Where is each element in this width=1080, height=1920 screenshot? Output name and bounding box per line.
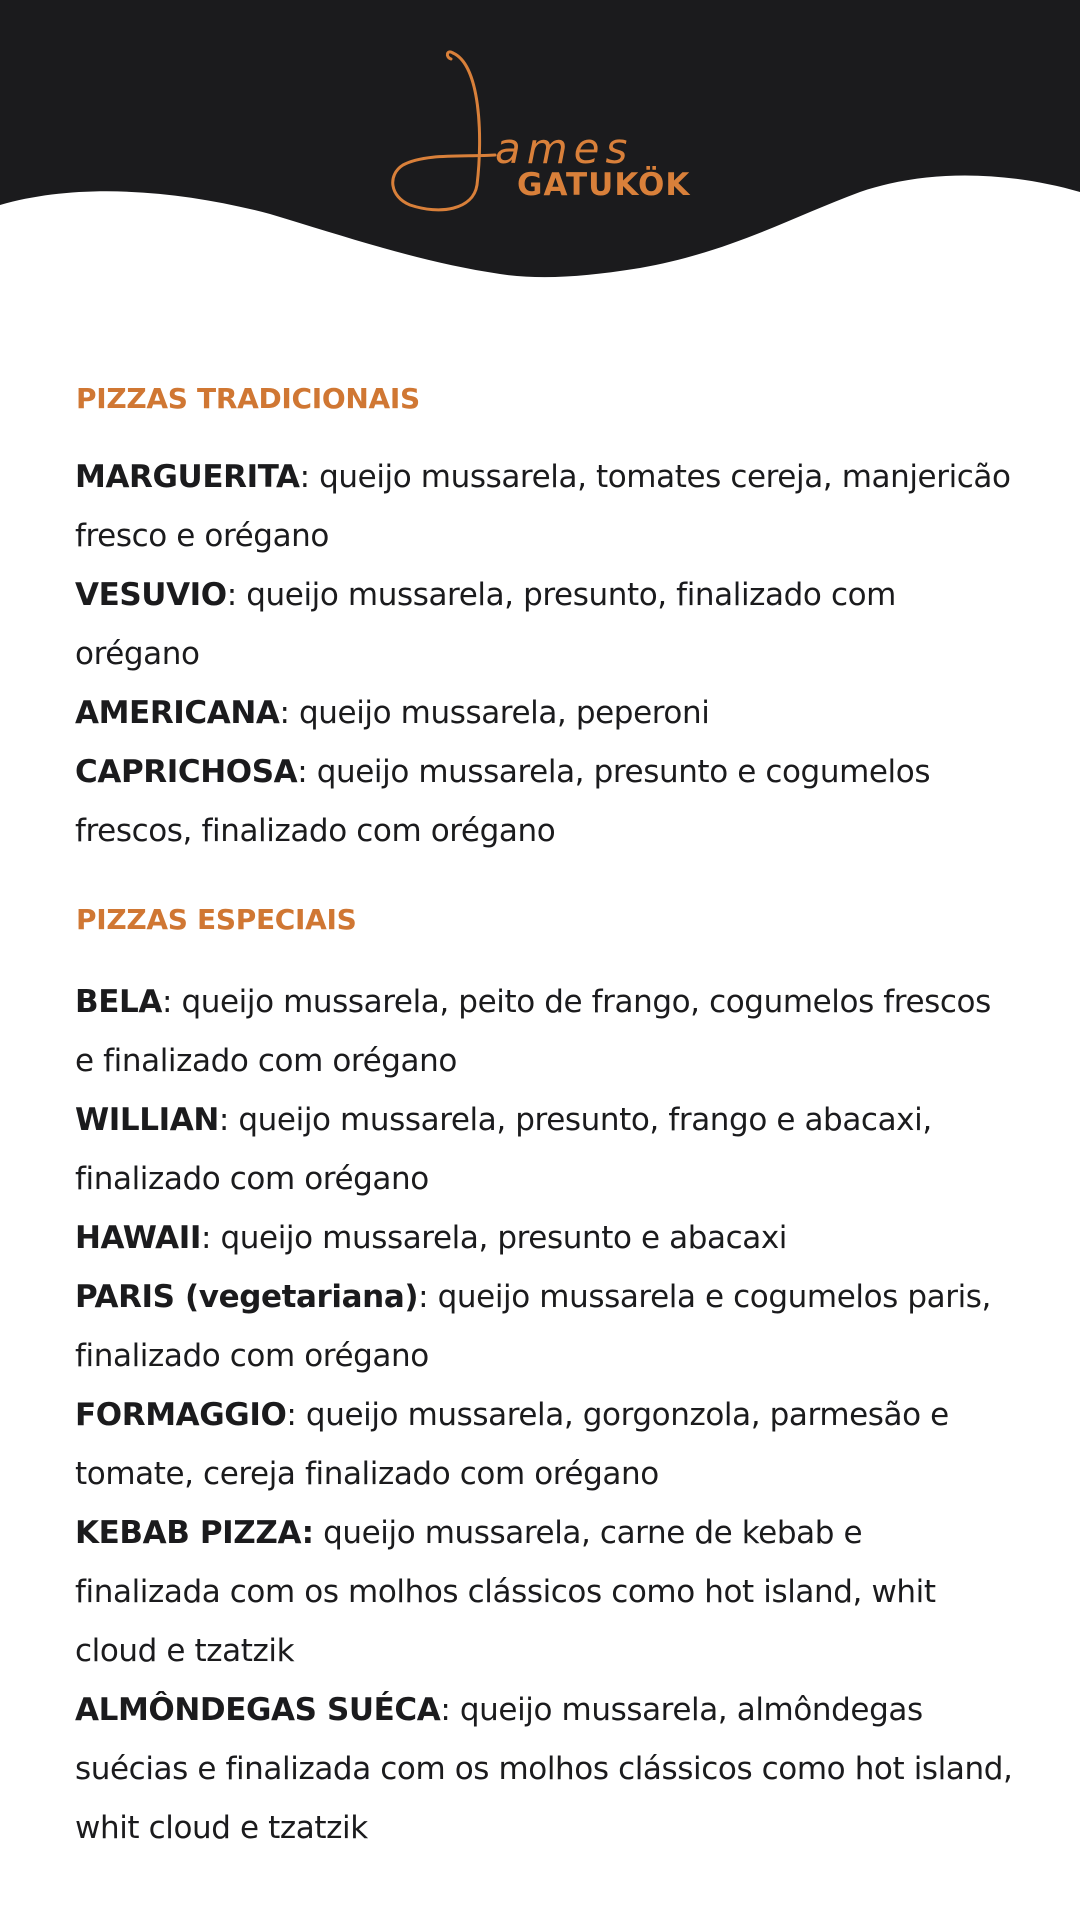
- menu-item: [75, 1504, 1015, 1681]
- name-separator: :: [418, 1279, 429, 1315]
- name-separator: :: [297, 754, 308, 790]
- pizza-description: queijo mussarela, presunto, finalizado com orégano: [75, 577, 896, 672]
- name-separator: :: [218, 1102, 229, 1138]
- pizza-name: FORMAGGIO: [75, 1397, 287, 1433]
- section-title-tradicionais: PIZZAS TRADICIONAIS: [76, 382, 420, 415]
- pizza-name: CAPRICHOSA: [75, 754, 298, 790]
- pizza-description: queijo mussarela, tomates cereja, manjericão fresco e orégano: [75, 459, 1011, 554]
- menu-item: [75, 973, 1015, 1091]
- pizza-name: HAWAII: [75, 1220, 202, 1256]
- pizza-description: queijo mussarela, presunto e cogumelos frescos, finalizado com orégano: [75, 754, 931, 849]
- menu-list-especiais: [75, 973, 1015, 1858]
- section-title-especiais: PIZZAS ESPECIAIS: [76, 903, 357, 936]
- pizza-name: AMERICANA: [75, 695, 280, 731]
- menu-item: [75, 1268, 1015, 1386]
- menu-item: [75, 1386, 1015, 1504]
- menu-item: [75, 743, 1015, 861]
- pizza-description: queijo mussarela, carne de kebab e finalizada com os molhos clássicos como hot island, whit cloud e tzatzik: [75, 1515, 936, 1669]
- pizza-name: WILLIAN: [75, 1102, 219, 1138]
- name-separator: :: [299, 459, 310, 495]
- menu-item: [75, 1091, 1015, 1209]
- pizza-name: KEBAB PIZZA:: [75, 1515, 314, 1551]
- menu-item: [75, 448, 1015, 566]
- brand-name: GATUKÖK: [517, 167, 691, 203]
- menu-item: [75, 566, 1015, 684]
- name-separator: :: [201, 1220, 212, 1256]
- pizza-name: MARGUERITA: [75, 459, 300, 495]
- pizza-description: queijo mussarela e cogumelos paris, finalizado com orégano: [75, 1279, 991, 1374]
- name-separator: :: [279, 695, 290, 731]
- pizza-name: ALMÔNDEGAS SUÉCA: [75, 1692, 441, 1728]
- pizza-description: queijo mussarela, presunto, frango e abacaxi, finalizado com orégano: [75, 1102, 932, 1197]
- menu-item: [75, 1681, 1015, 1858]
- pizza-description: queijo mussarela, gorgonzola, parmesão e tomate, cereja finalizado com orégano: [75, 1397, 949, 1492]
- pizza-description: queijo mussarela, peperoni: [289, 695, 710, 731]
- pizza-description: queijo mussarela, presunto e abacaxi: [211, 1220, 787, 1256]
- pizza-name: PARIS (vegetariana): [75, 1279, 419, 1315]
- menu-item: [75, 684, 1015, 743]
- pizza-name: VESUVIO: [75, 577, 227, 613]
- name-separator: :: [226, 577, 237, 613]
- name-separator: :: [161, 984, 172, 1020]
- pizza-name: BELA: [75, 984, 162, 1020]
- menu-list-tradicionais: [75, 448, 1015, 861]
- name-separator: :: [440, 1692, 451, 1728]
- brand-logo: [385, 45, 691, 220]
- name-separator: :: [286, 1397, 297, 1433]
- header-banner: [0, 0, 1080, 300]
- menu-item: [75, 1209, 1015, 1268]
- pizza-description: queijo mussarela, almôndegas suécias e finalizada com os molhos clássicos como hot island, whit cloud e tzatzik: [75, 1692, 1013, 1846]
- pizza-description: queijo mussarela, peito de frango, cogumelos frescos e finalizado com orégano: [75, 984, 991, 1079]
- svg-text:ames: ames: [495, 124, 634, 173]
